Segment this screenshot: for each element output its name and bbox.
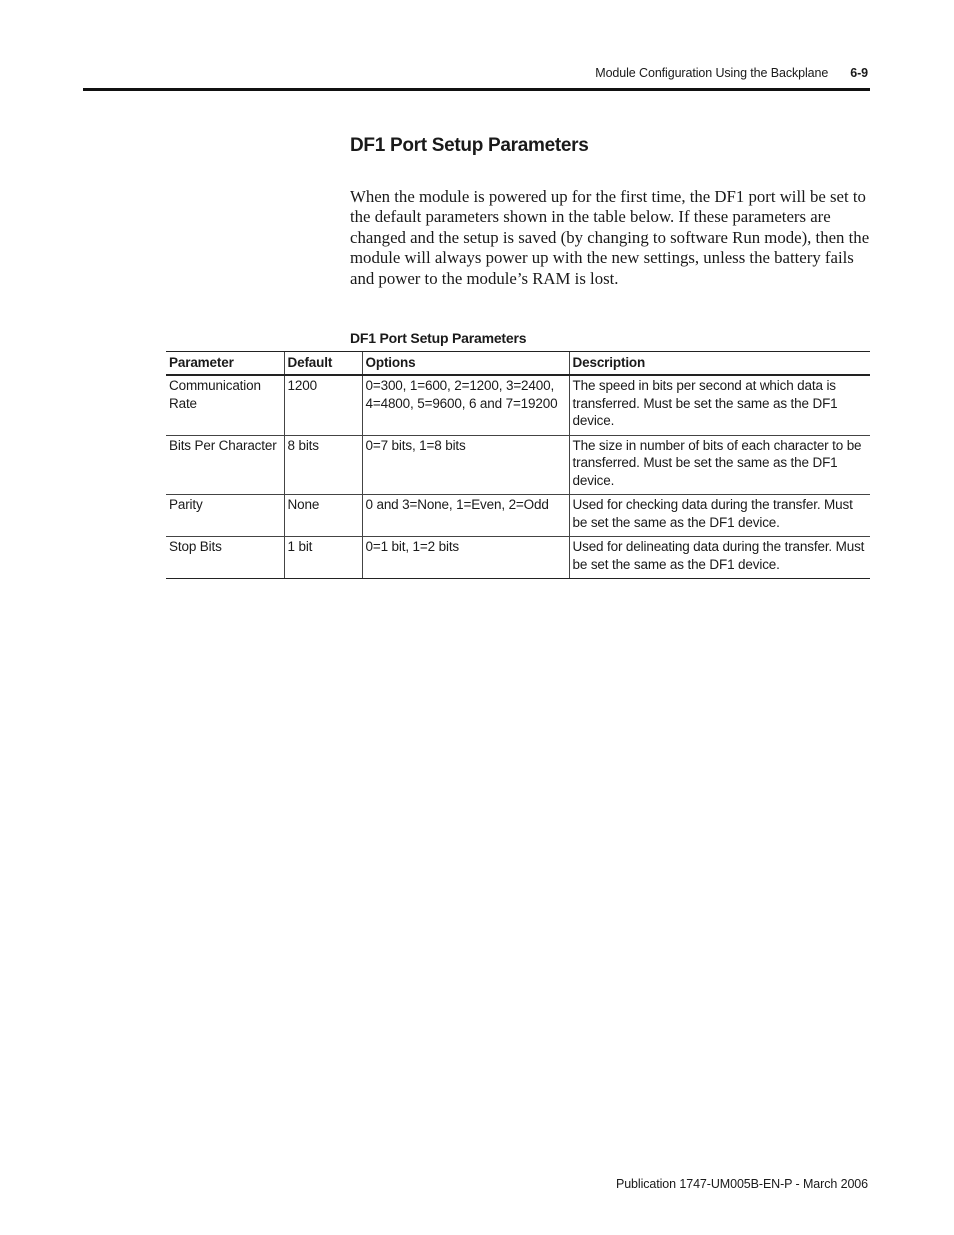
section-title: DF1 Port Setup Parameters (350, 135, 589, 156)
table-caption: DF1 Port Setup Parameters (350, 330, 527, 346)
cell-description: Used for delineating data during the transfer. Must be set the same as the DF1 device. (569, 537, 870, 579)
page-number: 6-9 (850, 66, 868, 80)
cell-parameter: Communication Rate (166, 375, 284, 435)
intro-paragraph: When the module is powered up for the first time, the DF1 port will be set to the default parameters shown in the table below. If these parameters are changed and the setup is saved (by changing to software Run mode), then the module will always power up with the new settings, unless the battery fails and power to the module’s RAM is lost. (350, 187, 870, 288)
column-header-default: Default (284, 352, 362, 376)
cell-options: 0=7 bits, 1=8 bits (362, 435, 569, 495)
cell-default: 1 bit (284, 537, 362, 579)
column-header-description: Description (569, 352, 870, 376)
table-row (166, 537, 870, 579)
cell-options: 0 and 3=None, 1=Even, 2=Odd (362, 495, 569, 537)
cell-description: The size in number of bits of each character to be transferred. Must be set the same as the DF1 device. (569, 435, 870, 495)
table-row (166, 375, 870, 435)
cell-description: Used for checking data during the transfer. Must be set the same as the DF1 device. (569, 495, 870, 537)
table-row (166, 435, 870, 495)
cell-default: None (284, 495, 362, 537)
running-head (595, 66, 868, 80)
cell-parameter: Bits Per Character (166, 435, 284, 495)
column-header-parameter: Parameter (166, 352, 284, 376)
cell-options: 0=300, 1=600, 2=1200, 3=2400, 4=4800, 5=9600, 6 and 7=19200 (362, 375, 569, 435)
column-header-options: Options (362, 352, 569, 376)
cell-parameter: Parity (166, 495, 284, 537)
cell-description: The speed in bits per second at which data is transferred. Must be set the same as the DF1 device. (569, 375, 870, 435)
table-header-row (166, 352, 870, 376)
cell-parameter: Stop Bits (166, 537, 284, 579)
cell-options: 0=1 bit, 1=2 bits (362, 537, 569, 579)
header-rule (83, 88, 870, 91)
publication-footer: Publication 1747-UM005B-EN-P - March 2006 (615, 1177, 868, 1191)
cell-default: 1200 (284, 375, 362, 435)
parameters-table (166, 351, 870, 579)
chapter-title: Module Configuration Using the Backplane (595, 66, 829, 80)
cell-default: 8 bits (284, 435, 362, 495)
table-row (166, 495, 870, 537)
